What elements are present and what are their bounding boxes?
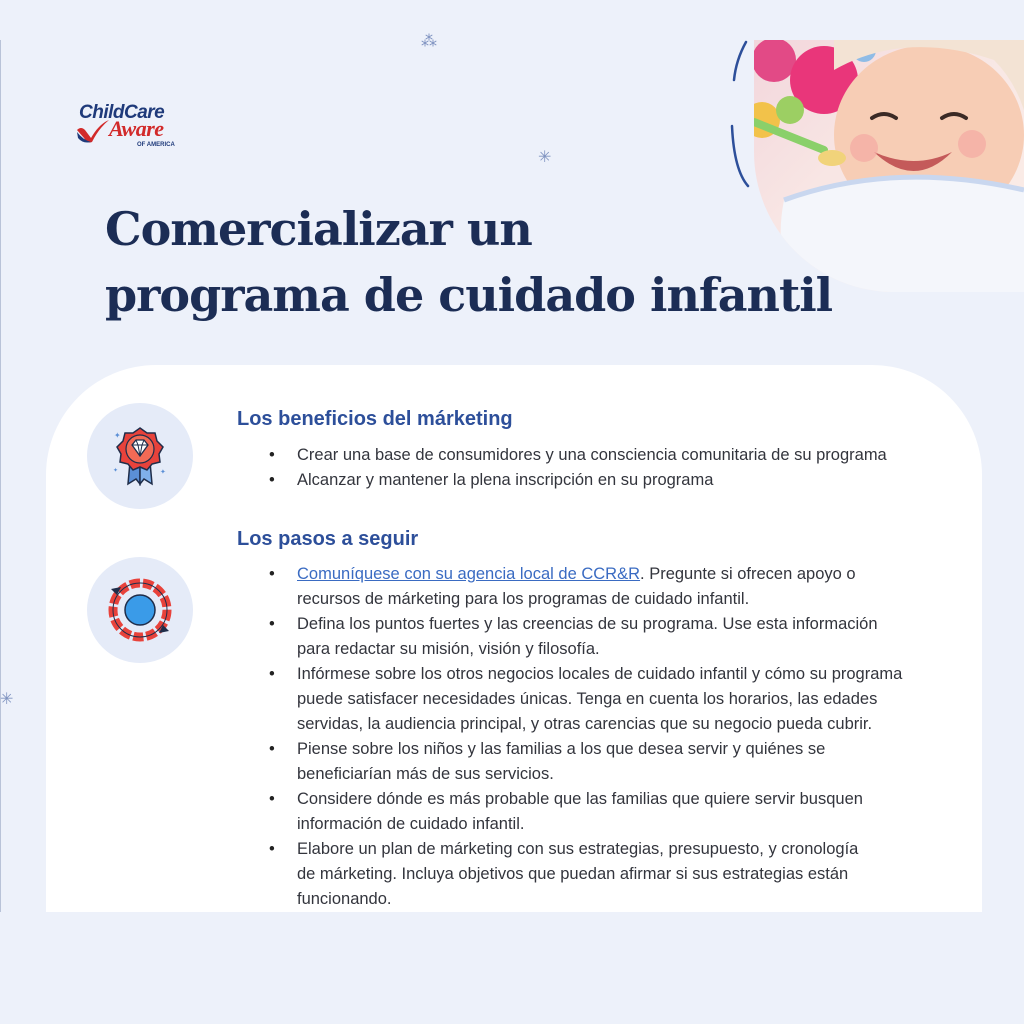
list-item-text: información de cuidado infantil. (297, 815, 525, 833)
sparkle-icon: ⁂ (421, 33, 437, 50)
cycle-arrows-icon (107, 577, 173, 643)
list-item-text: beneficiarían más de sus servicios. (297, 765, 554, 783)
list-item-text: Elabore un plan de márketing con sus estrategias, presupuesto, y cronología (297, 840, 859, 858)
benefits-list (297, 443, 887, 493)
list-item-text: puede satisfacer necesidades únicas. Tenga en cuenta los horarios, las edades (297, 690, 878, 708)
list-item-text: funcionando. (297, 890, 392, 908)
list-item-text: recursos de márketing para los programas de cuidado infantil. (297, 590, 750, 608)
logo-text-of-america: OF AMERICA (137, 142, 175, 148)
list-item-text: de márketing. Incluya objetivos que puedan afirmar si sus estrategias están (297, 865, 849, 883)
list-item-text: Infórmese sobre los otros negocios locales de cuidado infantil y cómo su programa (297, 665, 903, 683)
list-item: • Alcanzar y mantener la plena inscripción en su programa (297, 468, 887, 493)
list-item (297, 562, 902, 612)
award-ribbon-diamond-icon (110, 424, 170, 488)
steps-icon-badge (87, 557, 193, 663)
sparkle-icon: ✳ (0, 691, 14, 708)
logo-text-childcare: ChildCare (79, 102, 165, 123)
steps-heading: Los pasos a seguir (237, 528, 419, 550)
svg-text:✦: ✦ (114, 431, 121, 440)
benefits-icon-badge (87, 403, 193, 509)
list-item: • Crear una base de consumidores y una consciencia comunitaria de su programa (297, 443, 887, 468)
left-edge-rule (0, 40, 1, 912)
list-item (297, 662, 902, 737)
page-title (105, 196, 832, 328)
list-item-text: Defina los puntos fuertes y las creencias de su programa. Use esta información (297, 615, 878, 633)
logo-text-aware: Aware (109, 116, 164, 141)
childcare-aware-logo (75, 94, 195, 154)
ccrr-agency-link[interactable]: Comuníquese con su agencia local de CCR&R (297, 565, 641, 583)
steps-list (297, 562, 902, 912)
list-item-text: servidas, la audiencia principal, y otras carencias que su negocio pueda cubrir. (297, 715, 873, 733)
list-item (297, 612, 902, 662)
list-item (297, 787, 902, 837)
list-item-text: para redactar su misión, visión y filosofía. (297, 640, 600, 658)
list-item-text: Considere dónde es más probable que las familias que quiere servir busquen (297, 790, 863, 808)
sparkle-icon: ✳ (538, 149, 552, 166)
list-item (297, 737, 902, 787)
list-item (297, 837, 902, 912)
svg-text:✦: ✦ (113, 467, 119, 474)
page-title-line-1: Comercializar un (105, 202, 532, 256)
page-title-line-2: programa de cuidado infantil (105, 268, 833, 322)
benefits-heading: Los beneficios del márketing (237, 408, 513, 430)
svg-text:✦: ✦ (160, 468, 166, 476)
list-item-text: Piense sobre los niños y las familias a los que desea servir y quiénes se (297, 740, 826, 758)
list-item-text: . Pregunte si ofrecen apoyo o (640, 565, 856, 583)
